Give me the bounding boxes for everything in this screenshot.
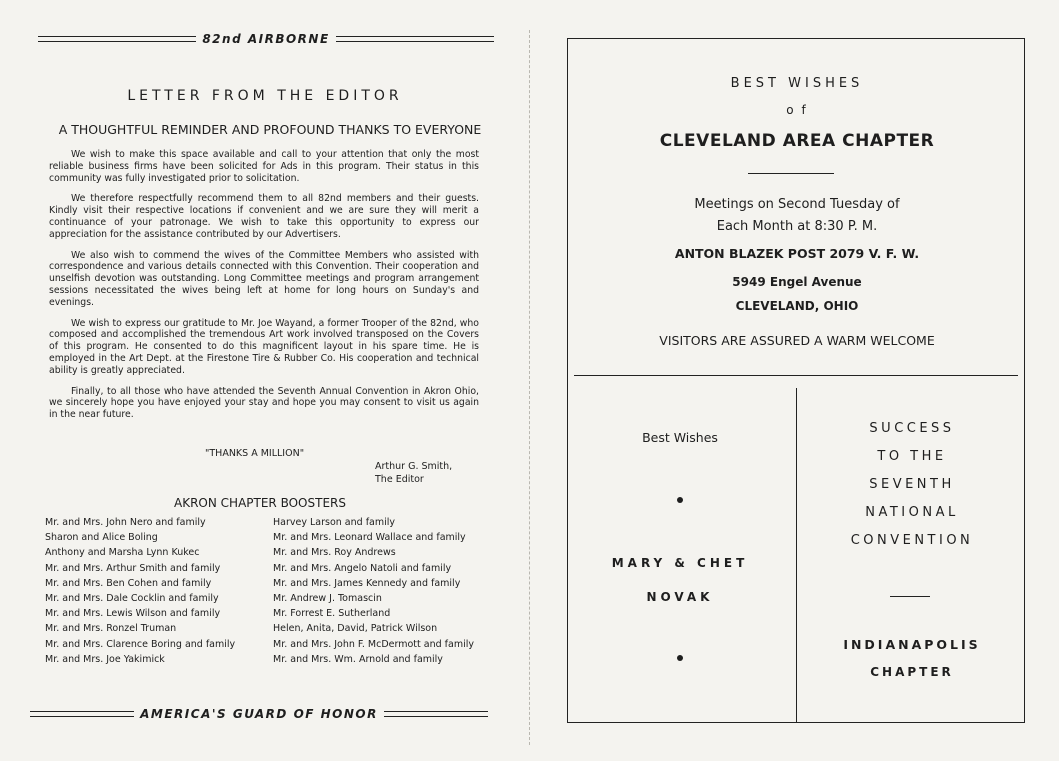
- header-rule-left: [38, 36, 196, 42]
- booster-entry: Harvey Larson and family: [273, 517, 396, 528]
- booster-entry: Mr. and Mrs. Angelo Natoli and family: [273, 562, 452, 574]
- ad-city: CLEVELAND, OHIO: [735, 299, 859, 313]
- boosters-list-left: [45, 515, 265, 667]
- novak-names-line-2: NOVAK: [646, 590, 714, 604]
- booster-entry: Mr. and Mrs. James Kennedy and family: [273, 577, 461, 589]
- ad-post-name: ANTON BLAZEK POST 2079 V. F. W.: [674, 246, 920, 261]
- header-rule-right: [336, 36, 494, 42]
- booster-entry: Mr. Andrew J. Tomascin: [273, 593, 382, 605]
- novak-names-line-1: MARY & CHET: [611, 556, 749, 570]
- ad-horizontal-divider: [574, 375, 1018, 376]
- success-short-rule: [890, 596, 930, 597]
- ad-meeting-line-2: Each Month at 8:30 P. M.: [716, 219, 878, 234]
- letter-paragraph: We therefore respectfully recommend them to all 82nd members and their guests. Kindly visit their respective locations if convenient and we are sure they will merit a continuance of your patronage. We wish to take this opportunity to express our appreciation for the assistance contributed by our Advertisers.: [49, 193, 479, 240]
- booster-entry: Mr. and Mrs. Dale Cocklin and family: [45, 593, 219, 605]
- success-line: SUCCESS: [869, 421, 955, 436]
- booster-entry: Mr. and Mrs. John F. McDermott and family: [273, 638, 474, 650]
- ad-visitors-line: VISITORS ARE ASSURED A WARM WELCOME: [659, 333, 935, 348]
- header-band: [38, 32, 494, 46]
- booster-entry: Mr. and Mrs. Joe Yakimick: [45, 653, 165, 665]
- footer-rule-left: [30, 711, 134, 717]
- letter-paragraph: Finally, to all those who have attended the Seventh Annual Convention in Akron Ohio, we sincerely hope you have enjoyed your stay and hope you may consent to visit us again in the near future.: [49, 385, 479, 421]
- header-band-text: 82nd AIRBORNE: [202, 32, 330, 46]
- booster-entry: Mr. and Mrs. Wm. Arnold and family: [273, 653, 443, 665]
- letter-title: LETTER FROM THE EDITOR: [127, 88, 403, 104]
- footer-band: [30, 707, 488, 721]
- letter-paragraph: We wish to make this space available and call to your attention that only the most reliable business firms have been solicited for Ads in this program. Their status in this community was fully investigated prior to solicitation.: [49, 149, 479, 184]
- footer-rule-right: [384, 711, 488, 717]
- booster-entry: Mr. and Mrs. Arthur Smith and family: [45, 562, 221, 574]
- bullet-dot-icon: [677, 497, 683, 503]
- success-line: SEVENTH: [869, 477, 955, 492]
- booster-entry: Mr. Forrest E. Sutherland: [273, 608, 391, 620]
- letter-subtitle: A THOUGHTFUL REMINDER AND PROFOUND THANKS TO EVERYONE: [58, 122, 482, 137]
- booster-entry: Mr. and Mrs. Ronzel Truman: [45, 623, 177, 635]
- ad-address: 5949 Engel Avenue: [732, 275, 862, 289]
- indianapolis-chapter: CHAPTER: [870, 665, 954, 679]
- success-line: CONVENTION: [850, 533, 974, 548]
- ad-vertical-divider: [796, 388, 797, 722]
- booster-entry: Anthony and Marsha Lynn Kukec: [45, 547, 200, 559]
- booster-entry: Mr. and Mrs. Leonard Wallace and family: [273, 532, 466, 544]
- boosters-title: AKRON CHAPTER BOOSTERS: [174, 496, 346, 510]
- bullet-dot-icon: [677, 655, 683, 661]
- ad-meeting-line-1: Meetings on Second Tuesday of: [694, 197, 900, 212]
- booster-entry: Mr. and Mrs. Roy Andrews: [273, 547, 396, 559]
- success-line: TO THE: [877, 449, 947, 464]
- success-line: NATIONAL: [865, 505, 959, 520]
- boosters-list-right: [273, 515, 513, 667]
- letter-paragraph: We also wish to commend the wives of the Committee Members who assisted with correspondence and various details connected with this Convention. Their cooperation and unselfish devotion was outstanding. Long Committee meetings and program arrangement sessions necessitated the wives being left at home for long hours on Sunday's and evenings.: [49, 249, 479, 308]
- booster-entry: Mr. and Mrs. Ben Cohen and family: [45, 577, 212, 589]
- thanks-line: "THANKS A MILLION": [205, 448, 305, 459]
- ad-of: o f: [786, 103, 808, 117]
- letter-body: [49, 149, 479, 430]
- signature-title: The Editor: [375, 474, 424, 485]
- booster-entry: Mr. and Mrs. Clarence Boring and family: [45, 638, 236, 650]
- footer-band-text: AMERICA'S GUARD OF HONOR: [140, 707, 378, 721]
- booster-entry: Mr. and Mrs. John Nero and family: [45, 517, 206, 528]
- ad-best-wishes: BEST WISHES: [730, 76, 864, 91]
- indianapolis-name: INDIANAPOLIS: [843, 637, 981, 652]
- booster-entry: Mr. and Mrs. Lewis Wilson and family: [45, 608, 221, 620]
- ad-chapter-name: CLEVELAND AREA CHAPTER: [659, 131, 935, 151]
- booster-entry: Sharon and Alice Boling: [45, 532, 158, 544]
- left-page: [0, 0, 525, 761]
- ad-short-rule: [748, 173, 834, 174]
- letter-paragraph: We wish to express our gratitude to Mr. Joe Wayand, a former Trooper of the 82nd, who composed and accomplished the tremendous Art work involved transposed on the Covers of this program. He consented to do this magnificent layout in his spare time. He is employed in the Art Dept. at the Firestone Tire & Rubber Co. His cooperation and technical ability is greatly appreciated.: [49, 317, 479, 376]
- editor-signature: [375, 460, 452, 486]
- page-gutter: [529, 30, 530, 745]
- signature-name: Arthur G. Smith,: [375, 461, 453, 472]
- novak-best-wishes: Best Wishes: [642, 430, 718, 445]
- booster-entry: Helen, Anita, David, Patrick Wilson: [273, 623, 438, 635]
